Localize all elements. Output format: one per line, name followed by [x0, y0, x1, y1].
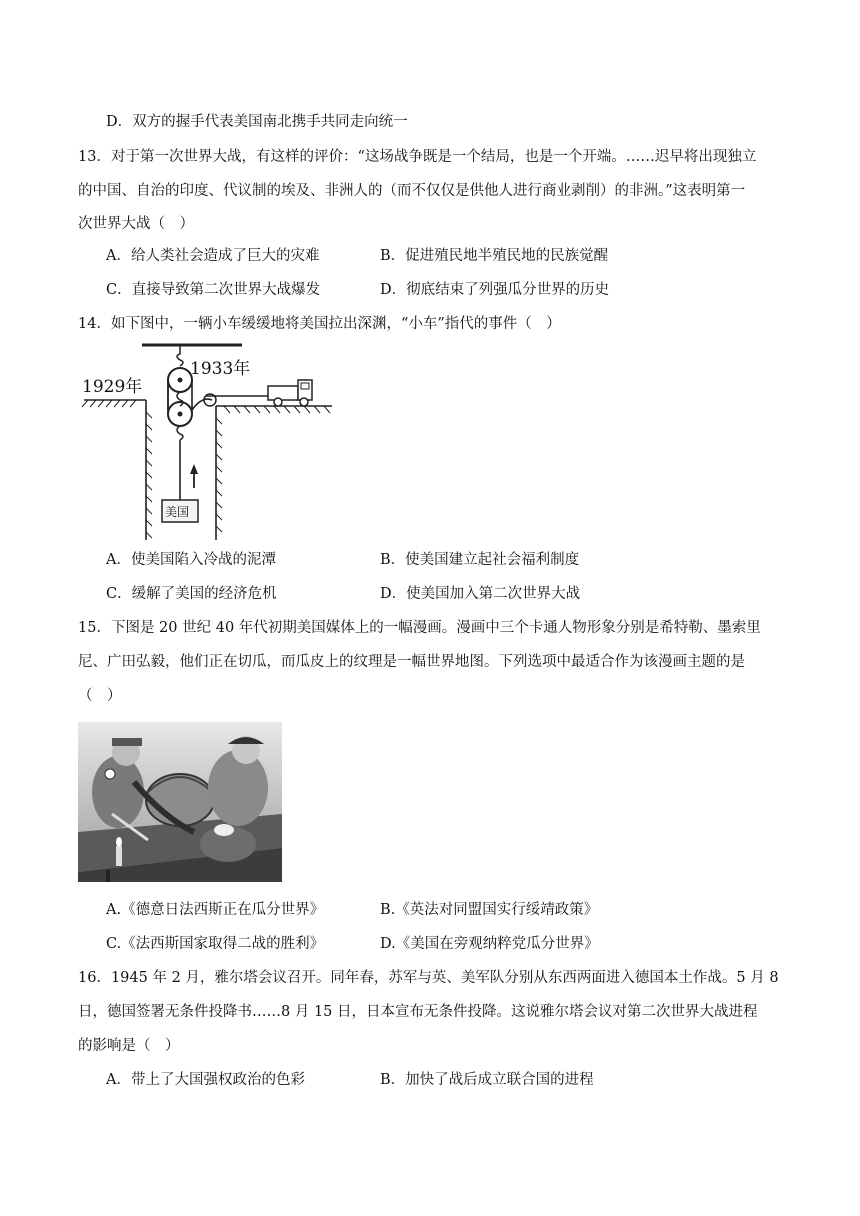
q15-option-b: B.《英法对同盟国实行绥靖政策》 — [380, 902, 599, 918]
q14-option-b: B．使美国建立起社会福利制度 — [380, 552, 580, 568]
q15-option-a: A.《德意日法西斯正在瓜分世界》 — [106, 902, 325, 918]
q15-option-c: C.《法西斯国家取得二战的胜利》 — [106, 936, 325, 952]
pulley-diagram — [78, 340, 340, 542]
q16-stem-line3: 的影响是（ ） — [78, 1038, 180, 1054]
q15-option-d: D.《美国在旁观纳粹党瓜分世界》 — [380, 936, 599, 952]
q12-option-d: D．双方的握手代表美国南北携手共同走向统一 — [106, 114, 408, 130]
q15-stem-line3: （ ） — [78, 688, 122, 704]
cartoon-image — [78, 722, 282, 882]
q13-option-d: D．彻底结束了列强瓜分世界的历史 — [380, 282, 610, 298]
q14-option-d: D．使美国加入第二次世界大战 — [380, 586, 581, 602]
q14-option-c: C．缓解了美国的经济危机 — [106, 586, 277, 602]
q16-option-b: B．加快了战后成立联合国的进程 — [380, 1072, 594, 1088]
q13-stem-line1: 13．对于第一次世界大战，有这样的评价：“这场战争既是一个结局，也是一个开端。……迟早将出现独立 — [78, 149, 757, 165]
q14-option-a: A．使美国陷入冷战的泥潭 — [106, 552, 276, 568]
q15-stem-line1: 15．下图是 20 世纪 40 年代初期美国媒体上的一幅漫画。漫画中三个卡通人物形象分别是希特勒、墨索里 — [78, 620, 761, 636]
q14-stem-line1: 14．如下图中，一辆小车缓缓地将美国拉出深渊，“小车”指代的事件（ ） — [78, 316, 561, 332]
label-usa: 美国 — [165, 505, 190, 519]
q13-option-b: B．促进殖民地半殖民地的民族觉醒 — [380, 248, 609, 264]
q15-stem-line2: 尼、广田弘毅，他们正在切瓜，而瓜皮上的纹理是一幅世界地图。下列选项中最适合作为该漫画主题的是 — [78, 654, 745, 670]
q13-stem-line2: 的中国、自治的印度、代议制的埃及、非洲人的（而不仅仅是供他人进行商业剥削）的非洲。”这表明第一 — [78, 183, 746, 199]
q13-option-c: C．直接导致第二次世界大战爆发 — [106, 282, 321, 298]
q16-stem-line1: 16．1945 年 2 月，雅尔塔会议召开。同年春，苏军与英、美军队分别从东西两面进入德国本土作战。5 月 8 — [78, 970, 779, 986]
label-1933: 1933年 — [190, 359, 251, 379]
q13-option-a: A．给人类社会造成了巨大的灾难 — [106, 248, 320, 264]
q13-stem-line3: 次世界大战（ ） — [78, 216, 194, 232]
q16-stem-line2: 日，德国签署无条件投降书……8 月 15 日，日本宣布无条件投降。这说雅尔塔会议对第二次世界大战进程 — [78, 1004, 758, 1020]
q16-option-a: A．带上了大国强权政治的色彩 — [106, 1072, 305, 1088]
label-1929: 1929年 — [82, 377, 143, 397]
